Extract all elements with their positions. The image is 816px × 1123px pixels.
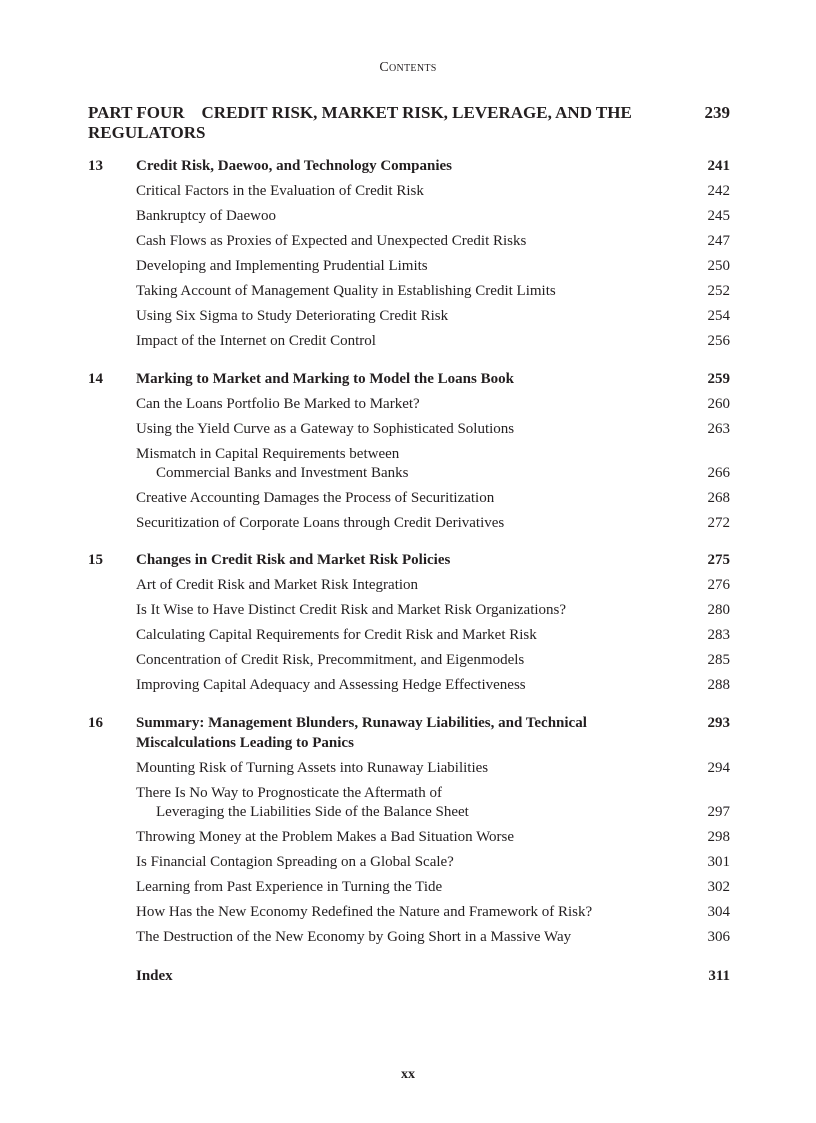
section-title-text: Mismatch in Capital Requirements between (136, 446, 400, 462)
section-entry (88, 784, 730, 822)
section-title-text: Taking Account of Management Quality in Establishing Credit Limits (136, 283, 556, 299)
section-entry (88, 828, 730, 847)
chapter-block (88, 713, 730, 947)
section-entry (88, 489, 730, 508)
section-title (136, 759, 676, 778)
section-title (136, 182, 676, 201)
section-title (136, 514, 676, 533)
chapter-page-number: 275 (707, 552, 730, 568)
running-header: Contents (379, 60, 437, 75)
section-title-text: Concentration of Credit Risk, Precommitment, and Eigenmodels (136, 652, 525, 668)
section-title-text: Critical Factors in the Evaluation of Credit Risk (136, 183, 424, 199)
section-entry (88, 232, 730, 251)
chapter-title: Summary: Management Blunders, Runaway Liabilities, and Technical Miscalculations Leading to Panics (136, 715, 587, 751)
part-heading (88, 103, 730, 143)
section-title (136, 420, 676, 439)
section-title (136, 489, 676, 508)
section-page-number: 247 (707, 233, 730, 249)
section-title (136, 395, 676, 414)
chapter-page-number: 241 (707, 158, 730, 174)
section-title-text: Is It Wise to Have Distinct Credit Risk and Market Risk Organizations? (136, 602, 567, 618)
section-title (136, 651, 676, 670)
chapter-number: 14 (88, 371, 103, 387)
section-title-text: Improving Capital Adequacy and Assessing Hedge Effectiveness (136, 677, 526, 693)
section-title (136, 626, 676, 645)
section-title (136, 784, 676, 822)
section-page-number: 263 (707, 421, 730, 437)
section-entry (88, 759, 730, 778)
section-page-number: 301 (707, 854, 730, 870)
section-title-text: Creative Accounting Damages the Process of Securitization (136, 490, 495, 506)
chapter-heading (88, 550, 730, 570)
chapter-block (88, 550, 730, 695)
part-title: PART FOUR CREDIT RISK, MARKET RISK, LEVERAGE, AND THE REGULATORS (88, 103, 632, 142)
section-title-text: Learning from Past Experience in Turning the Tide (136, 879, 443, 895)
chapter-page-number: 259 (707, 371, 730, 387)
section-page-number: 304 (707, 904, 730, 920)
section-entry (88, 332, 730, 351)
section-title (136, 332, 676, 351)
section-page-number: 252 (707, 283, 730, 299)
section-page-number: 260 (707, 396, 730, 412)
section-entry (88, 928, 730, 947)
section-page-number: 283 (707, 627, 730, 643)
section-title-text: Using the Yield Curve as a Gateway to Sophisticated Solutions (136, 421, 515, 437)
section-page-number: 272 (707, 515, 730, 531)
section-title (136, 828, 676, 847)
section-page-number: 256 (707, 333, 730, 349)
section-title (136, 307, 676, 326)
section-entry (88, 307, 730, 326)
page-folio: xx (401, 1067, 415, 1082)
chapter-page-number: 293 (707, 715, 730, 731)
section-page-number: 245 (707, 208, 730, 224)
chapter-title: Changes in Credit Risk and Market Risk Policies (136, 552, 451, 568)
section-entry (88, 420, 730, 439)
section-entry (88, 445, 730, 483)
section-title-text: Bankruptcy of Daewoo (136, 208, 276, 224)
index-page-number: 311 (708, 968, 730, 984)
section-entry (88, 395, 730, 414)
section-entry (88, 514, 730, 533)
section-title (136, 445, 676, 483)
section-entry (88, 182, 730, 201)
section-title (136, 576, 676, 595)
section-page-number: 298 (707, 829, 730, 845)
section-entry (88, 903, 730, 922)
section-title-text: Developing and Implementing Prudential Limits (136, 258, 428, 274)
section-title-text: Mounting Risk of Turning Assets into Runaway Liabilities (136, 760, 489, 776)
section-page-number: 288 (707, 677, 730, 693)
section-page-number: 268 (707, 490, 730, 506)
section-title-text: The Destruction of the New Economy by Going Short in a Massive Way (136, 929, 572, 945)
section-title-continuation: Leveraging the Liabilities Side of the Balance Sheet (156, 804, 469, 820)
chapter-heading (88, 156, 730, 176)
section-entry (88, 651, 730, 670)
section-entry (88, 257, 730, 276)
section-title-text: Is Financial Contagion Spreading on a Global Scale? (136, 854, 454, 870)
section-title-continuation: Commercial Banks and Investment Banks (156, 465, 409, 481)
chapter-heading (88, 713, 730, 753)
section-page-number: 294 (707, 760, 730, 776)
section-title (136, 928, 676, 947)
part-page-number: 239 (704, 103, 730, 122)
chapter-block (88, 156, 730, 351)
section-page-number: 250 (707, 258, 730, 274)
chapter-heading (88, 369, 730, 389)
section-title-text: Impact of the Internet on Credit Control (136, 333, 376, 349)
chapter-number: 15 (88, 552, 103, 568)
section-entry (88, 576, 730, 595)
section-entry (88, 626, 730, 645)
section-title-text: Can the Loans Portfolio Be Marked to Market? (136, 396, 420, 412)
section-page-number: 276 (707, 577, 730, 593)
index-title: Index (136, 968, 173, 984)
section-entry (88, 601, 730, 620)
section-title-text: Calculating Capital Requirements for Credit Risk and Market Risk (136, 627, 537, 643)
section-title-text: There Is No Way to Prognosticate the Aftermath of (136, 785, 442, 801)
section-page-number: 297 (707, 804, 730, 820)
section-page-number: 242 (707, 183, 730, 199)
section-title-text: Art of Credit Risk and Market Risk Integration (136, 577, 419, 593)
section-page-number: 266 (707, 465, 730, 481)
chapter-title: Credit Risk, Daewoo, and Technology Companies (136, 158, 453, 174)
section-title-text: Throwing Money at the Problem Makes a Bad Situation Worse (136, 829, 515, 845)
section-title (136, 676, 676, 695)
section-title (136, 232, 676, 251)
section-title (136, 257, 676, 276)
section-page-number: 254 (707, 308, 730, 324)
chapter-title: Marking to Market and Marking to Model the Loans Book (136, 371, 514, 387)
chapter-block (88, 369, 730, 533)
section-title-text: Securitization of Corporate Loans through Credit Derivatives (136, 515, 505, 531)
chapter-number: 13 (88, 158, 103, 174)
index-entry (88, 966, 730, 986)
section-page-number: 285 (707, 652, 730, 668)
section-title (136, 207, 676, 226)
section-title (136, 601, 676, 620)
section-title-text: How Has the New Economy Redefined the Nature and Framework of Risk? (136, 904, 593, 920)
section-entry (88, 207, 730, 226)
section-entry (88, 282, 730, 301)
section-entry (88, 878, 730, 897)
chapter-number: 16 (88, 715, 103, 731)
section-title (136, 903, 676, 922)
section-title-text: Cash Flows as Proxies of Expected and Unexpected Credit Risks (136, 233, 527, 249)
section-page-number: 302 (707, 879, 730, 895)
section-entry (88, 676, 730, 695)
section-page-number: 306 (707, 929, 730, 945)
section-title (136, 853, 676, 872)
section-entry (88, 853, 730, 872)
section-title (136, 282, 676, 301)
section-page-number: 280 (707, 602, 730, 618)
section-title (136, 878, 676, 897)
section-title-text: Using Six Sigma to Study Deteriorating Credit Risk (136, 308, 449, 324)
